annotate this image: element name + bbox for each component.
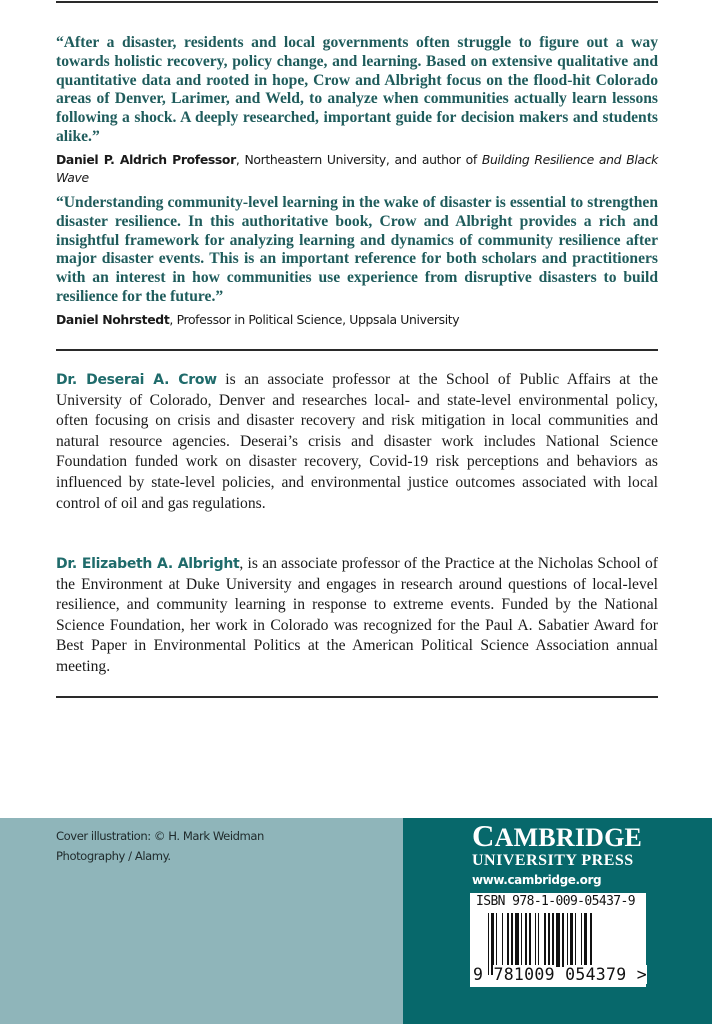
review-1 xyxy=(56,34,658,187)
barcode-bar xyxy=(556,913,560,967)
barcode-bar xyxy=(525,913,526,967)
reviewer-affiliation: , Northeastern University, and author of xyxy=(235,151,482,167)
reviewer-affiliation: , Professor in Political Science, Uppsala University xyxy=(169,311,460,327)
barcode-bar xyxy=(535,913,536,967)
top-rule xyxy=(56,1,658,3)
barcode-bar xyxy=(562,913,563,967)
barcode-digit-group: 781009 xyxy=(493,965,555,984)
publisher-name-rest: AMBRIDGE xyxy=(494,823,643,852)
publisher-logo xyxy=(472,818,652,890)
barcode-bar xyxy=(515,913,519,967)
barcode-bar xyxy=(548,913,549,967)
barcode-bar xyxy=(538,913,539,967)
review-quote: “Understanding community-level learning in the wake of disaster is essential to strengthen disaster resilience. In this authoritative book, Crow and Albright provides a rich and insightful framework for analyzing learning and dynamics of community resilience after major disaster events. This is an important reference for both scholars and practitioners with an interest in how communities use experience from disruptive disasters to build resilience for the future.” xyxy=(56,194,658,305)
reviewer-name: Daniel Nohrstedt xyxy=(56,311,170,327)
review-2 xyxy=(56,194,658,329)
barcode-digit-group: 9 xyxy=(473,965,484,984)
barcode-bar xyxy=(567,913,568,967)
reviewer-name: Daniel P. Aldrich Professor xyxy=(56,151,236,167)
isbn-label: ISBN 978-1-009-05437-9 xyxy=(476,894,635,909)
cover-credit-line: Photography / Alamy. xyxy=(56,849,171,863)
barcode-bar xyxy=(511,913,512,967)
publisher-subtitle: UNIVERSITY PRESS xyxy=(472,852,634,869)
review-attribution xyxy=(56,151,658,187)
barcode-bar xyxy=(502,913,503,967)
cover-credit-line: Cover illustration: © H. Mark Weidman xyxy=(56,829,264,843)
author-name: Dr. Elizabeth A. Albright xyxy=(56,556,240,572)
barcode-digit-group: > xyxy=(636,965,647,984)
barcode-bar xyxy=(575,913,576,967)
author-bio-body: , is an associate professor of the Practice at the Nicholas School of the Environment at Duke University and engages in research around questions of local-level resilience, and community learning in response to extreme events. Funded by the National Science Foundation, her work in Colorado was recognized for the Paul A. Sabatier Award for Best Paper in Environmental Politics at the American Political Science Association annual meeting. xyxy=(56,555,658,675)
barcode-bar xyxy=(507,913,510,967)
section-divider xyxy=(56,349,658,351)
author-bio-body: is an associate professor at the School of Public Affairs at the University of Colorado, Denver and researches local- and state-level environmental policy, often focusing on crisis and disaster recovery and risk mitigation in local communities and natural resource agencies. Deserai’s crisis and disaster work includes National Science Foundation funded work on disaster recovery, Covid-19 risk perceptions and behaviors as influenced by state-level policies, and environmental justice outcomes associated with local control of oil and gas regulations. xyxy=(56,371,658,512)
barcode-bar xyxy=(552,913,555,967)
barcode-bar xyxy=(496,913,497,967)
isbn-barcode xyxy=(470,893,646,987)
section-divider xyxy=(56,696,658,698)
barcode-bar xyxy=(529,913,532,967)
reviewer-book-titles: Building Resilience and Black Wave xyxy=(56,151,658,185)
barcode-bar xyxy=(570,913,573,967)
barcode-bar xyxy=(521,913,522,967)
cover-credit xyxy=(56,826,264,866)
barcode-bar xyxy=(581,913,582,967)
review-attribution xyxy=(56,311,658,329)
publisher-url[interactable]: www.cambridge.org xyxy=(472,873,602,887)
author-bio-1 xyxy=(56,370,658,514)
publisher-initial: C xyxy=(472,818,495,853)
author-bio-text xyxy=(56,554,658,678)
publisher-name xyxy=(472,818,652,853)
review-quote: “After a disaster, residents and local governments often struggle to figure out a way towards holistic recovery, policy change, and learning. Based on extensive qualitative and quantitative data and rooted in hope, Crow and Albright focus on the flood-hit Colorado areas of Denver, Larimer, and Weld, to analyze when communities actually learn lessons following a shock. A deeply researched, important guide for decision makers and students alike.” xyxy=(56,34,658,145)
author-bio-2 xyxy=(56,554,658,678)
author-name: Dr. Deserai A. Crow xyxy=(56,372,217,388)
barcode-digit-group: 054379 xyxy=(565,965,627,984)
author-bio-text xyxy=(56,370,658,514)
barcode-digits xyxy=(473,965,647,984)
